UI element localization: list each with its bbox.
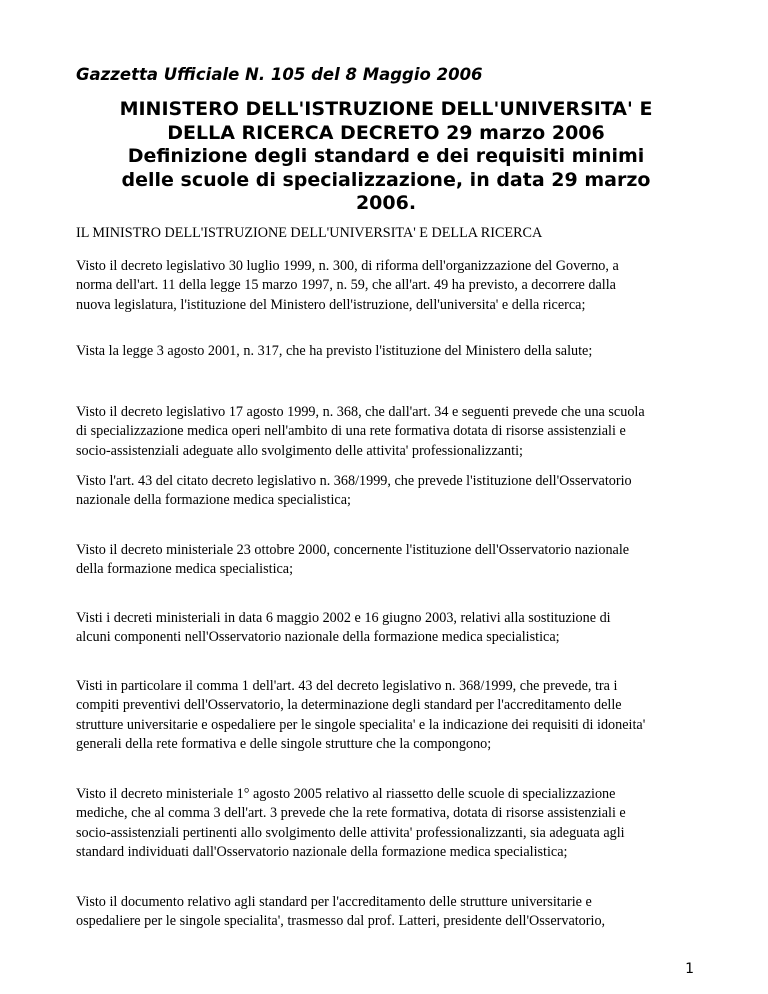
text-line: generali della rete formativa e delle singole strutture che la compongono;	[76, 736, 492, 753]
paragraph-visti-comma-1	[76, 677, 716, 755]
title-line: 2006.	[355, 192, 417, 215]
minister-heading	[76, 224, 716, 243]
text-line: Visto il decreto ministeriale 23 ottobre 2000, concernente l'istituzione dell'Osservatorio nazionale	[76, 542, 630, 558]
text-line: Visto il decreto ministeriale 1° agosto 2005 relativo al riassetto delle scuole di specializzazione	[76, 786, 616, 802]
text-line: Visto il decreto legislativo 30 luglio 1999, n. 300, di riforma dell'organizzazione del Governo, a	[76, 258, 619, 274]
title-line: MINISTERO DELL'ISTRUZIONE DELL'UNIVERSITA' E	[119, 98, 653, 120]
paragraph-visto-dlgs-368	[76, 403, 716, 461]
title-line: Definizione degli standard e dei requisiti minimi	[127, 145, 645, 168]
paragraph-visto-documento	[76, 893, 716, 932]
paragraph-visto-dlgs-300	[76, 257, 716, 315]
paragraph-vista-legge-317	[76, 342, 716, 361]
paragraph-visto-dm-2000	[76, 541, 716, 580]
text-line: Visto il documento relativo agli standard per l'accreditamento delle strutture universitarie e	[76, 894, 592, 910]
text-line: Vista la legge 3 agosto 2001, n. 317, che ha previsto l'istituzione del Ministero della salute;	[76, 343, 593, 359]
text-line: Visto l'art. 43 del citato decreto legislativo n. 368/1999, che prevede l'istituzione dell'Osservatorio	[76, 473, 632, 489]
text-line: Visti i decreti ministeriali in data 6 maggio 2002 e 16 giugno 2003, relativi alla sostituzione di	[76, 610, 611, 626]
text-line: nazionale della formazione medica specialistica;	[76, 492, 351, 509]
text-line: standard individuati dall'Osservatorio nazionale della formazione medica specialistica;	[76, 844, 568, 861]
page-number: 1	[685, 961, 694, 977]
text-line: strutture universitarie e ospedaliere per le singole specialita' e la indicazione dei requisiti di idoneita'	[76, 716, 646, 733]
text-line: nuova legislatura, l'istituzione del Ministero dell'istruzione, dell'universita' e della ricerca;	[76, 296, 586, 313]
text-line: alcuni componenti nell'Osservatorio nazionale della formazione medica specialistica;	[76, 629, 560, 646]
text-line: norma dell'art. 11 della legge 15 marzo 1997, n. 59, che all'art. 49 ha previsto, a decorrere dalla	[76, 277, 616, 294]
paragraph-visto-art-43	[76, 472, 716, 511]
paragraph-visto-dm-2005	[76, 785, 716, 863]
text-line: compiti preventivi dell'Osservatorio, la determinazione degli standard per l'accreditamento delle	[76, 697, 622, 714]
text-line: della formazione medica specialistica;	[76, 561, 294, 578]
text-line: socio-assistenziali pertinenti allo svolgimento delle attivita' professionalizzanti, sia adeguata agli	[76, 824, 625, 841]
decree-title	[76, 98, 696, 216]
text-line: di specializzazione medica operi nell'ambito di una rete formativa dotata di risorse assistenziali e	[76, 423, 626, 440]
text-line: Visto il decreto legislativo 17 agosto 1999, n. 368, che dall'art. 34 e seguenti prevede che una scuola	[76, 404, 645, 420]
title-line: delle scuole di specializzazione, in data 29 marzo	[121, 168, 651, 191]
gazette-reference: Gazzetta Ufficiale N. 105 del 8 Maggio 2006	[76, 65, 483, 84]
text-line: ospedaliere per le singole specialita', trasmesso dal prof. Latteri, presidente dell'Osservatorio,	[76, 913, 606, 930]
text-line: IL MINISTRO DELL'ISTRUZIONE DELL'UNIVERSITA' E DELLA RICERCA	[76, 225, 543, 241]
paragraph-visti-decreti-2002-2003	[76, 609, 716, 648]
text-line: mediche, che al comma 3 dell'art. 3 prevede che la rete formativa, dotata di risorse assistenziali e	[76, 805, 626, 822]
text-line: Visti in particolare il comma 1 dell'art. 43 del decreto legislativo n. 368/1999, che prevede, tra i	[76, 678, 618, 694]
text-line: socio-assistenziali adeguate allo svolgimento delle attivita' professionalizzanti;	[76, 442, 523, 459]
title-line: DELLA RICERCA DECRETO 29 marzo 2006	[167, 121, 605, 144]
